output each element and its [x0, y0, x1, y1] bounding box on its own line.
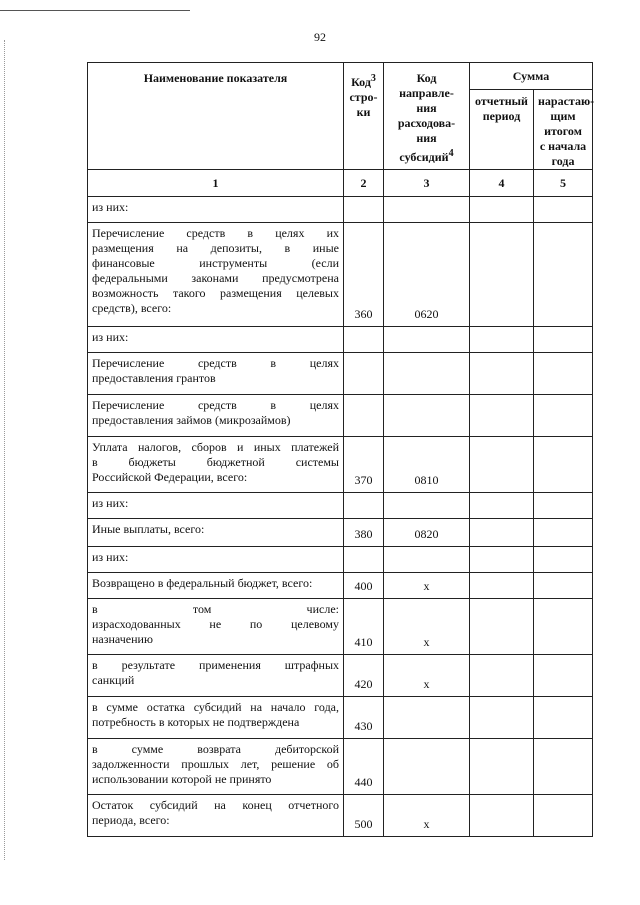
line-code-cell: 420	[344, 655, 384, 697]
reporting-period-cell	[470, 697, 534, 739]
table-row	[88, 353, 593, 395]
cumulative-cell	[534, 223, 593, 327]
header-indicator: Наименование показателя	[88, 63, 344, 170]
line-code-cell: 440	[344, 739, 384, 795]
header-line-code-text: стро-	[349, 90, 378, 104]
indicator-name-cell	[88, 437, 344, 493]
header-cumulative-text: с начала	[539, 139, 587, 153]
header-sum: Сумма	[470, 63, 593, 90]
cumulative-cell	[534, 197, 593, 223]
table-row	[88, 437, 593, 493]
indicator-name-line: потребность в которых не подтверждена	[92, 715, 300, 729]
indicator-name-cell	[88, 739, 344, 795]
table-row	[88, 493, 593, 519]
indicator-name-line: размещения на депозиты, в иные	[92, 241, 339, 255]
reporting-period-cell	[470, 395, 534, 437]
indicator-name-cell	[88, 395, 344, 437]
indicator-name-line: в сумме остатка субсидий на начало года,	[92, 700, 339, 714]
header-direction-text: Код	[416, 71, 437, 85]
column-number: 5	[534, 170, 593, 197]
line-code-cell: 410	[344, 599, 384, 655]
direction-code-cell	[384, 395, 470, 437]
indicator-name-line: Уплата налогов, сборов и иных платежей	[92, 440, 339, 454]
cumulative-cell	[534, 795, 593, 837]
cumulative-cell	[534, 739, 593, 795]
reporting-period-cell	[470, 573, 534, 599]
indicator-name-line: Возвращено в федеральный бюджет, всего:	[92, 576, 313, 590]
indicator-name-line: назначению	[92, 632, 153, 646]
cumulative-cell	[534, 437, 593, 493]
direction-code-cell	[384, 739, 470, 795]
scan-artifact-line	[0, 10, 190, 11]
indicator-name-line: финансовые инструменты (если	[92, 256, 339, 270]
direction-code-cell	[384, 547, 470, 573]
reporting-period-cell	[470, 197, 534, 223]
header-direction-code	[384, 63, 470, 170]
header-direction-text: ния	[416, 131, 437, 145]
header-line-code-footnote: 3	[370, 73, 376, 84]
indicator-name-cell	[88, 493, 344, 519]
indicator-name-line: Российской Федерации, всего:	[92, 470, 248, 484]
line-code-cell: 380	[344, 519, 384, 547]
indicator-name-line: из них:	[92, 496, 129, 510]
indicator-name-line: в результате применения штрафных	[92, 658, 339, 672]
line-code-cell	[344, 353, 384, 395]
reporting-period-cell	[470, 599, 534, 655]
cumulative-cell	[534, 519, 593, 547]
cumulative-cell	[534, 697, 593, 739]
indicator-name-line: Иные выплаты, всего:	[92, 522, 205, 536]
header-cumulative-text: щим итогом	[544, 109, 582, 138]
indicator-name-line: предоставления грантов	[92, 371, 216, 385]
reporting-period-cell	[470, 519, 534, 547]
reporting-period-cell	[470, 223, 534, 327]
direction-code-cell: x	[384, 599, 470, 655]
direction-code-cell: 0620	[384, 223, 470, 327]
line-code-cell	[344, 493, 384, 519]
indicator-name-line: в бюджеты бюджетной системы	[92, 455, 339, 469]
indicator-name-cell	[88, 547, 344, 573]
reporting-period-cell	[470, 655, 534, 697]
direction-code-cell: x	[384, 655, 470, 697]
indicator-name-cell	[88, 223, 344, 327]
reporting-period-cell	[470, 739, 534, 795]
table-row	[88, 599, 593, 655]
column-number: 1	[88, 170, 344, 197]
indicator-name-cell	[88, 573, 344, 599]
direction-code-cell: x	[384, 795, 470, 837]
indicator-name-line: возможность такого размещения целевых	[92, 286, 339, 300]
line-code-cell	[344, 547, 384, 573]
table-row	[88, 519, 593, 547]
indicator-name-line: Перечисление средств в целях	[92, 356, 339, 370]
header-direction-text: расходова-	[397, 116, 456, 130]
direction-code-cell	[384, 327, 470, 353]
indicator-name-cell	[88, 655, 344, 697]
header-cumulative-text: нарастаю-	[538, 94, 595, 108]
header-line-code-text: ки	[356, 105, 371, 119]
line-code-cell	[344, 197, 384, 223]
table-row	[88, 795, 593, 837]
header-reporting-text: период	[482, 109, 521, 123]
table-row	[88, 697, 593, 739]
column-number: 4	[470, 170, 534, 197]
indicator-name-line: израсходованных не по целевому	[92, 617, 339, 631]
indicator-name-line: из них:	[92, 200, 129, 214]
indicator-name-line: в том числе:	[92, 602, 339, 616]
indicator-name-cell	[88, 795, 344, 837]
cumulative-cell	[534, 395, 593, 437]
cumulative-cell	[534, 599, 593, 655]
table-row	[88, 223, 593, 327]
direction-code-cell	[384, 697, 470, 739]
header-direction-text: ния	[416, 101, 437, 115]
direction-code-cell: 0810	[384, 437, 470, 493]
reporting-period-cell	[470, 437, 534, 493]
indicator-name-cell	[88, 327, 344, 353]
header-line-code-text: Код	[351, 75, 371, 89]
scan-edge-mark	[4, 40, 6, 860]
indicator-name-line: федеральными законами предусмотрена	[92, 271, 339, 285]
indicator-name-line: санкций	[92, 673, 135, 687]
cumulative-cell	[534, 327, 593, 353]
column-number: 2	[344, 170, 384, 197]
cumulative-cell	[534, 573, 593, 599]
table-row	[88, 327, 593, 353]
line-code-cell: 370	[344, 437, 384, 493]
indicator-name-line: периода, всего:	[92, 813, 170, 827]
cumulative-cell	[534, 655, 593, 697]
direction-code-cell	[384, 197, 470, 223]
indicator-name-cell	[88, 197, 344, 223]
direction-code-cell	[384, 353, 470, 395]
indicator-name-line: Перечисление средств в целях	[92, 398, 339, 412]
table-row	[88, 739, 593, 795]
column-number: 3	[384, 170, 470, 197]
line-code-cell: 360	[344, 223, 384, 327]
direction-code-cell: x	[384, 573, 470, 599]
indicator-name-line: Остаток субсидий на конец отчетного	[92, 798, 339, 812]
line-code-cell: 500	[344, 795, 384, 837]
table-row	[88, 395, 593, 437]
indicator-name-line: задолженности прошлых лет, решение об	[92, 757, 339, 771]
reporting-period-cell	[470, 795, 534, 837]
line-code-cell: 430	[344, 697, 384, 739]
header-reporting-period	[470, 90, 534, 170]
table-row	[88, 655, 593, 697]
direction-code-cell	[384, 493, 470, 519]
direction-code-cell: 0820	[384, 519, 470, 547]
indicator-name-line: из них:	[92, 330, 129, 344]
indicator-name-cell	[88, 599, 344, 655]
indicator-name-line: Перечисление средств в целях их	[92, 226, 339, 240]
cumulative-cell	[534, 493, 593, 519]
indicator-name-cell	[88, 353, 344, 395]
indicator-name-line: предоставления займов (микрозаймов)	[92, 413, 291, 427]
header-direction-text: направле-	[399, 86, 454, 100]
table-row	[88, 547, 593, 573]
table-body	[88, 197, 593, 837]
table-row	[88, 573, 593, 599]
page-number: 92	[314, 30, 326, 44]
reporting-period-cell	[470, 493, 534, 519]
header-cumulative-text: года	[551, 154, 575, 168]
column-number-row	[88, 170, 593, 197]
indicator-name-line: из них:	[92, 550, 129, 564]
table-row	[88, 197, 593, 223]
indicator-name-line: использовании которой не принято	[92, 772, 272, 786]
reporting-period-cell	[470, 547, 534, 573]
header-direction-text: субсидий	[399, 150, 449, 164]
indicator-name-line: в сумме возврата дебиторской	[92, 742, 339, 756]
indicator-name-cell	[88, 697, 344, 739]
line-code-cell: 400	[344, 573, 384, 599]
cumulative-cell	[534, 547, 593, 573]
indicator-name-line: средств), всего:	[92, 301, 172, 315]
reporting-period-cell	[470, 327, 534, 353]
reporting-period-cell	[470, 353, 534, 395]
indicator-name-cell	[88, 519, 344, 547]
header-line-code	[344, 63, 384, 170]
line-code-cell	[344, 395, 384, 437]
line-code-cell	[344, 327, 384, 353]
header-reporting-text: отчетный	[475, 94, 528, 108]
report-table	[87, 62, 593, 837]
cumulative-cell	[534, 353, 593, 395]
header-cumulative	[534, 90, 593, 170]
header-direction-footnote: 4	[448, 148, 454, 159]
